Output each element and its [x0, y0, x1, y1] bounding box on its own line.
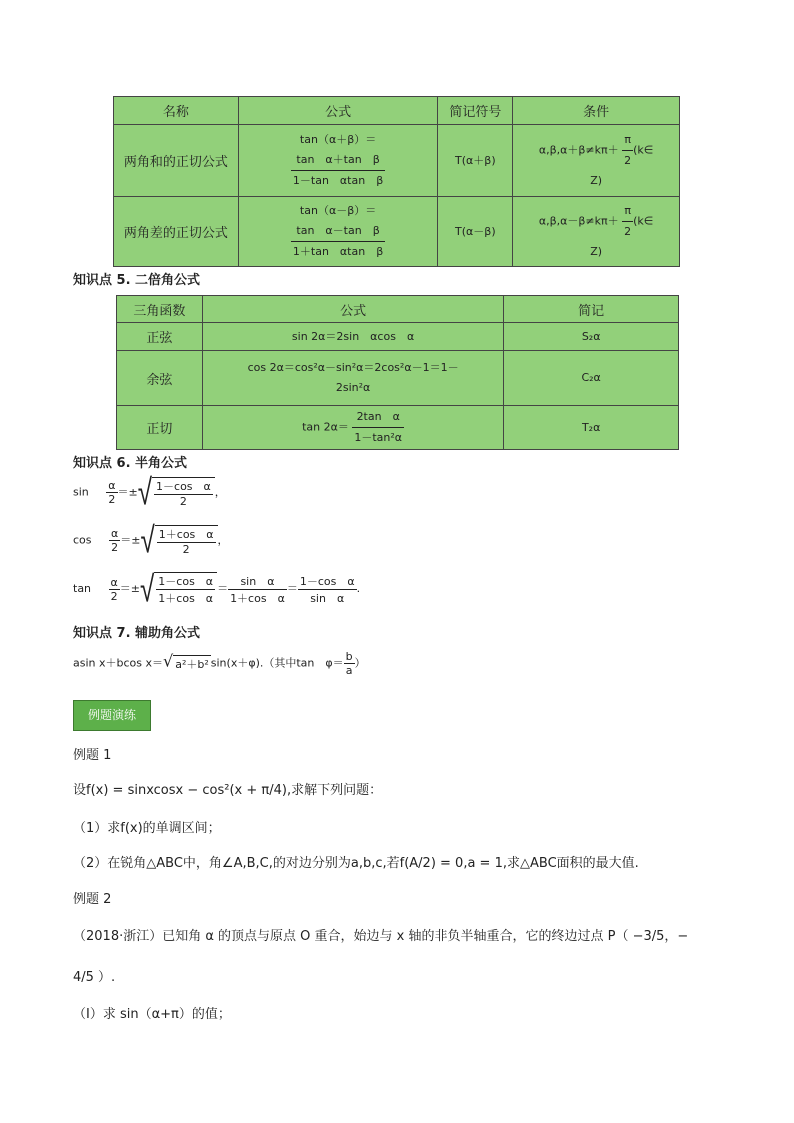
header-formula: 公式: [238, 97, 438, 125]
header-condition: 条件: [513, 97, 680, 125]
section-title: 知识点 5. 二倍角公式: [73, 273, 201, 288]
row-formula: tan（α＋β）＝ $\frac{\text{tan α＋tan β}}{\text{1－tan αtan β}}$: [238, 125, 438, 197]
row-formula: cos 2α＝cos²α－sin²α＝2cos²α－1＝1－ 2sin²α: [202, 351, 503, 406]
row-condition: α,β,α－β≠kπ＋ $\frac{\pi}{2}$ (k∈ Z): [513, 197, 680, 267]
fraction: $\frac{\text{tan α－tan β}}{\text{1＋tan αtan β}}$: [291, 221, 385, 262]
row-formula: tan 2α＝ $\frac{\text{2tan α}}{\text{1－tan²α}}$: [202, 406, 503, 450]
row-symbol: S₂α: [504, 323, 679, 351]
example-practice-button[interactable]: 例题演练: [73, 700, 151, 731]
row-formula: tan（α－β）＝ $\frac{\text{tan α－tan β}}{\text{1＋tan αtan β}}$: [238, 197, 438, 267]
section-title: 知识点 7. 辅助角公式: [73, 626, 201, 641]
example-2-line-1: （2018·浙江）已知角 α 的顶点与原点 O 重合，始边与 x 轴的非负半轴重合，它的终边过点 P（ −3/5，−: [73, 929, 689, 944]
row-symbol: T(α－β): [438, 197, 513, 267]
row-name: 正弦: [117, 323, 203, 351]
half-angle-tan: tan $\frac{\alpha}{2}$ ＝±√ $\frac{\text{1－cos α}}{\text{1＋cos α}}$ ＝ $\frac{\text{sin α}}{\text{1＋cos α}}$ ＝ $\frac{\text{1－cos α}}{\text{sin α}}$ .: [73, 568, 361, 611]
header-name: 名称: [114, 97, 239, 125]
header-formula: 公式: [202, 296, 503, 323]
header-function: 三角函数: [117, 296, 203, 323]
example-1-line-1: 设f(x) = sinxcosx − cos²(x + π/4),求解下列问题：: [73, 783, 383, 798]
row-name: 两角差的正切公式: [114, 197, 239, 267]
example-1-line-3: （2）在锐角△ABC中，角∠A,B,C,的对边分别为a,b,c,若f(A/2) = 0,a = 1,求△ABC面积的最大值.: [73, 856, 639, 871]
tangent-sum-table: [113, 96, 680, 267]
example-1-line-2: （1）求f(x)的单调区间；: [73, 821, 221, 836]
example-2-line-2: 4/5 ）.: [73, 970, 116, 985]
row-name: 两角和的正切公式: [114, 125, 239, 197]
auxiliary-angle-formula: asin x＋bcos x＝√ a²＋b² sin(x＋φ).（其中tan φ＝ $\frac{b}{a}$ ）: [73, 650, 366, 677]
half-angle-cos: cos $\frac{\alpha}{2}$ ＝±√ $\frac{\text{1＋cos α}}{2}$ ，: [73, 520, 229, 563]
row-formula: sin 2α＝2sin αcos α: [202, 323, 503, 351]
example-1-title: 例题 1: [73, 748, 112, 763]
row-name: 余弦: [117, 351, 203, 406]
fraction: $\frac{\text{tan α＋tan β}}{\text{1－tan αtan β}}$: [291, 150, 385, 191]
row-symbol: C₂α: [504, 351, 679, 406]
double-angle-table: [116, 295, 679, 450]
section-title: 知识点 6. 半角公式: [73, 456, 188, 471]
half-angle-sin: sin $\frac{\alpha}{2}$ ＝±√ $\frac{\text{1－cos α}}{2}$ ，: [73, 472, 226, 515]
row-condition: α,β,α＋β≠kπ＋ $\frac{\pi}{2}$ (k∈ Z): [513, 125, 680, 197]
header-symbol: 简记符号: [438, 97, 513, 125]
row-symbol: T(α＋β): [438, 125, 513, 197]
example-2-title: 例题 2: [73, 892, 112, 907]
row-symbol: T₂α: [504, 406, 679, 450]
header-symbol: 简记: [504, 296, 679, 323]
example-2-line-3: （Ⅰ）求 sin（α+π）的值；: [73, 1007, 231, 1022]
row-name: 正切: [117, 406, 203, 450]
